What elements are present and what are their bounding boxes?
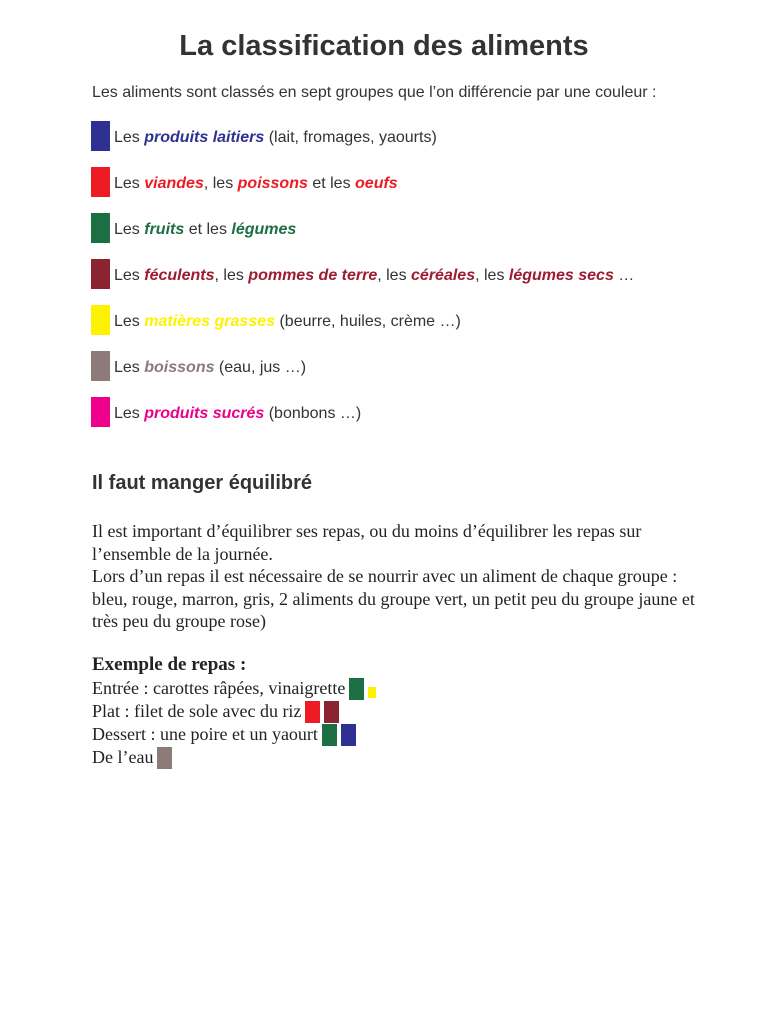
food-group-text: (beurre, huiles, crème …) xyxy=(275,313,461,330)
food-group-text: (bonbons …) xyxy=(264,405,362,422)
meal-text: De l’eau xyxy=(92,747,154,767)
meal-text: Dessert : une poire et un yaourt xyxy=(92,724,318,744)
group-color-square xyxy=(368,687,376,698)
food-group-row xyxy=(91,121,731,151)
intro-text: Les aliments sont classés en sept groupes que l’on différencie par une couleur : xyxy=(92,84,657,101)
food-group-text: Les xyxy=(114,267,145,284)
meal-text: Entrée : carottes râpées, vinaigrette xyxy=(92,678,346,698)
food-group-text: , les xyxy=(214,267,249,284)
food-group-row xyxy=(91,167,731,197)
food-group-label xyxy=(114,123,437,153)
food-group-name: produits laitiers xyxy=(144,129,265,146)
food-group-name: céréales xyxy=(411,267,476,284)
group-color-square xyxy=(349,678,364,700)
meal-row xyxy=(92,746,380,769)
food-group-text: et les xyxy=(307,175,356,192)
food-group-text: et les xyxy=(184,221,232,238)
food-group-name: légumes xyxy=(231,221,297,238)
food-group-label xyxy=(114,169,398,199)
color-swatch xyxy=(91,259,110,289)
food-group-label xyxy=(114,261,634,291)
food-group-text: , les xyxy=(377,267,412,284)
example-title: Exemple de repas : xyxy=(92,654,247,675)
section-body xyxy=(92,520,712,633)
page-title: La classification des aliments xyxy=(179,30,589,62)
food-group-name: fruits xyxy=(144,221,185,238)
color-swatch xyxy=(91,397,110,427)
meal-row xyxy=(92,700,380,723)
meal-row xyxy=(92,723,380,746)
food-group-label xyxy=(114,353,306,383)
food-group-name: boissons xyxy=(144,359,215,376)
food-group-text: Les xyxy=(114,129,145,146)
food-group-row xyxy=(91,351,731,381)
color-swatch xyxy=(91,121,110,151)
food-group-name: féculents xyxy=(144,267,215,284)
food-group-name: oeufs xyxy=(355,175,398,192)
food-group-name: poissons xyxy=(237,175,308,192)
food-group-text: (lait, fromages, yaourts) xyxy=(264,129,437,146)
food-group-text: , les xyxy=(475,267,509,284)
food-group-text: … xyxy=(613,267,635,284)
paragraph-meal-rule: Lors d’un repas il est nécessaire de se nourrir avec un aliment de chaque groupe : bleu, rouge, marron, gris, 2 aliments du groupe vert, un petit peu du groupe jaune et très peu du groupe rose) xyxy=(92,566,695,631)
group-color-square xyxy=(322,724,337,746)
food-group-name: viandes xyxy=(144,175,204,192)
food-group-text: Les xyxy=(114,221,145,238)
food-group-name: matières grasses xyxy=(144,313,276,330)
group-color-square xyxy=(305,701,320,723)
group-color-square xyxy=(341,724,356,746)
food-group-label xyxy=(114,215,296,245)
meal-text: Plat : filet de sole avec du riz xyxy=(92,701,302,721)
meal-row xyxy=(92,677,380,700)
food-group-row xyxy=(91,305,731,335)
food-group-text: Les xyxy=(114,359,145,376)
food-group-text: (eau, jus …) xyxy=(214,359,307,376)
paragraph-balance: Il est important d’équilibrer ses repas, ou du moins d’équilibrer les repas sur l’ensemble de la journée. xyxy=(92,521,642,564)
color-swatch xyxy=(91,213,110,243)
color-swatch xyxy=(91,351,110,381)
food-group-name: pommes de terre xyxy=(248,267,378,284)
food-group-label xyxy=(114,399,361,429)
food-group-text: Les xyxy=(114,175,145,192)
section-title: Il faut manger équilibré xyxy=(92,472,313,494)
food-group-row xyxy=(91,259,731,289)
meal-example-list xyxy=(92,677,380,769)
group-color-square xyxy=(157,747,172,769)
food-group-name: légumes secs xyxy=(508,267,614,284)
color-swatch xyxy=(91,305,110,335)
group-color-square xyxy=(324,701,339,723)
food-group-row xyxy=(91,397,731,427)
food-group-text: Les xyxy=(114,313,145,330)
food-group-row xyxy=(91,213,731,243)
color-swatch xyxy=(91,167,110,197)
food-group-name: produits sucrés xyxy=(144,405,265,422)
food-group-label xyxy=(114,307,461,337)
food-group-text: Les xyxy=(114,405,145,422)
food-group-list xyxy=(91,121,731,443)
food-group-text: , les xyxy=(203,175,238,192)
